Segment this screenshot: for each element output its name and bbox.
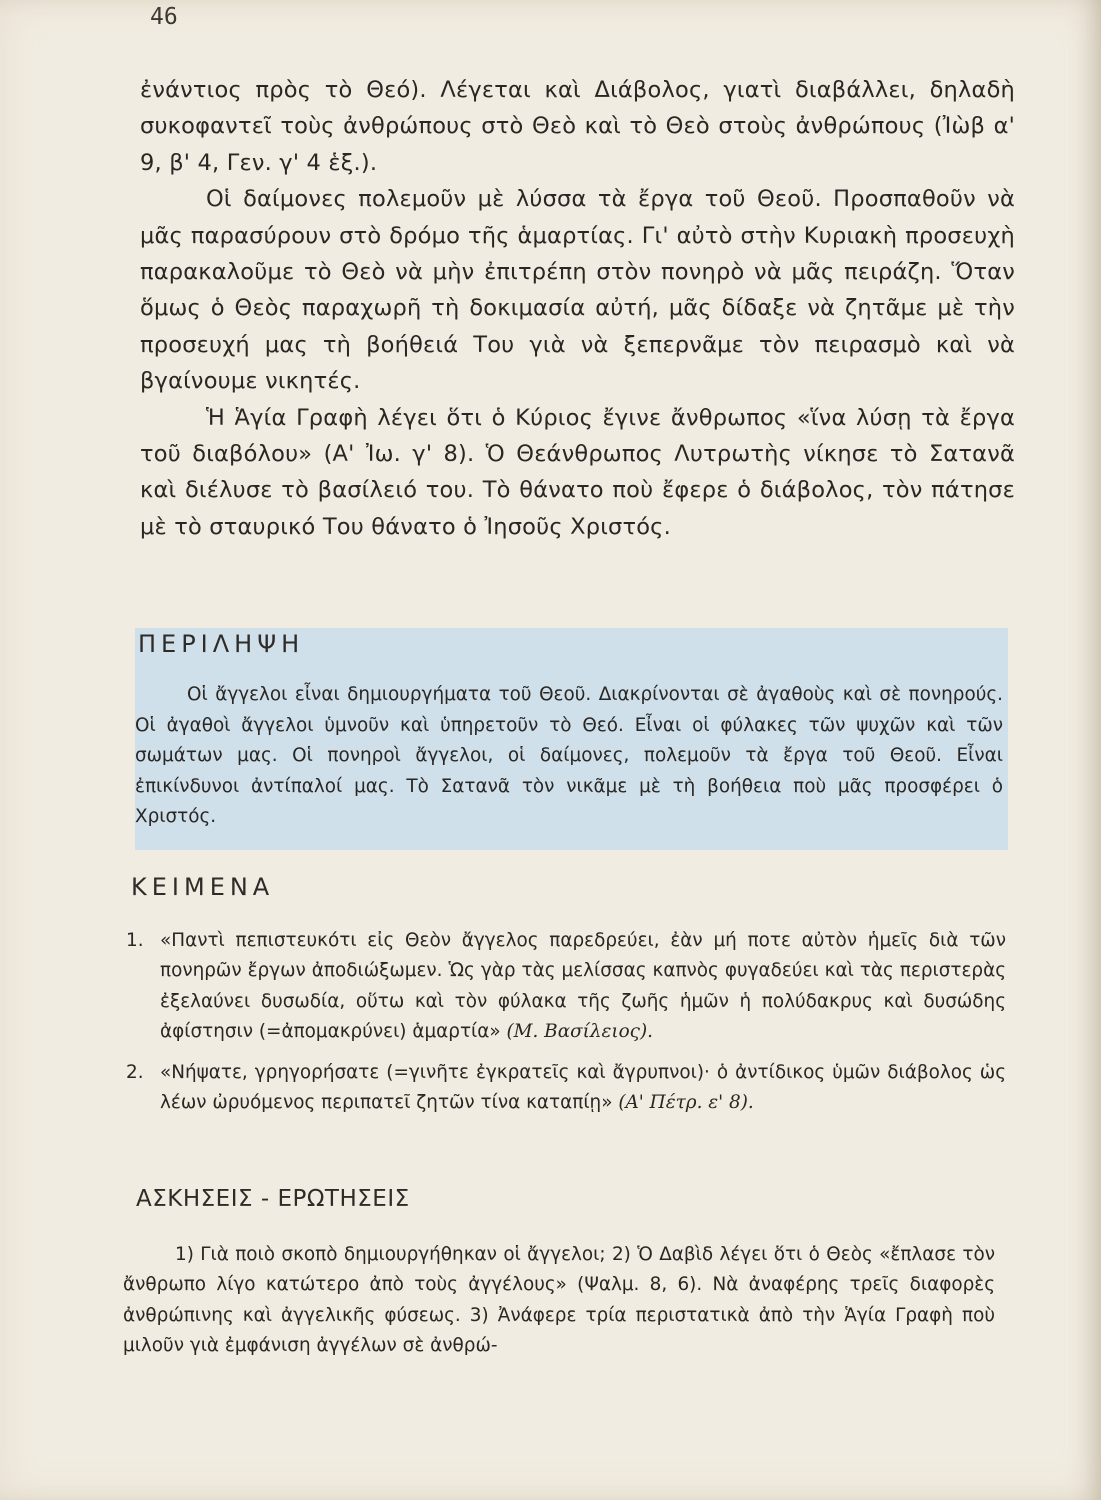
summary-heading: ΠΕΡΙΛΗΨΗ <box>138 630 305 658</box>
item-quote: «Νήψατε, γρηγορήσατε (=γινῆτε ἐγκρατεῖς καὶ ἄγρυπνοι)· ὁ ἀντίδικος ὑμῶν διάβολος ὡς λέων ὠρυόμενος περιπατεῖ ζητῶν τίνα καταπίῃ» <box>160 1061 1006 1114</box>
intro-text <box>140 72 1015 545</box>
page-number: 46 <box>150 4 178 30</box>
summary-text: Οἱ ἄγγελοι εἶναι δημιουργήματα τοῦ Θεοῦ. Διακρίνονται σὲ ἀγαθοὺς καὶ σὲ πονηρούς. Οἱ ἀγαθοὶ ἄγγελοι ὑμνοῦν καὶ ὑπηρετοῦν τὸ Θεό. Εἶναι οἱ φύλακες τῶν ψυχῶν καὶ τῶν σωμάτων μας. Οἱ πονηροὶ ἄγγελοι, οἱ δαίμονες, πολεμοῦν τὰ ἔργα τοῦ Θεοῦ. Εἶναι ἐπικίνδυνοι ἀντίπαλοί μας. Τὸ Σατανᾶ τὸν νικᾶμε μὲ τὴ βοήθεια ποὺ μᾶς προσφέρει ὁ Χριστός. <box>135 684 1003 828</box>
item-number: 2. <box>126 1061 144 1083</box>
list-item <box>126 1058 1006 1119</box>
exercises-text: 1) Γιὰ ποιὸ σκοπὸ δημιουργήθηκαν οἱ ἄγγελοι; 2) Ὁ Δαβὶδ λέγει ὅτι ὁ Θεὸς «ἔπλασε τὸν ἄνθρωπο λίγο κατώτερο ἀπὸ τοὺς ἀγγέλους» (Ψαλμ. 8, 6). Νὰ ἀναφέρης τρεῖς διαφορὲς ἀνθρώπινης καὶ ἀγγελικῆς φύσεως. 3) Ἀνάφερε τρία περιστατικὰ ἀπὸ τὴν Ἁγία Γραφὴ ποὺ μιλοῦν γιὰ ἐμφάνιση ἀγγέλων σὲ ἀνθρώ- <box>123 1244 995 1357</box>
intro-paragraph: Οἱ δαίμονες πολεμοῦν μὲ λύσσα τὰ ἔργα τοῦ Θεοῦ. Προσπαθοῦν νὰ μᾶς παρασύρουν στὸ δρόμο τῆς ἁμαρτίας. Γι' αὐτὸ στὴν Κυριακὴ προσευχὴ παρακαλοῦμε τὸ Θεὸ νὰ μὴν ἐπιτρέπη στὸν πονηρὸ νὰ μᾶς πειράζη. Ὅταν ὅμως ὁ Θεὸς παραχωρῆ τὴ δοκιμασία αὐτή, μᾶς δίδαξε νὰ ζητᾶμε μὲ τὴν προσευχή μας τὴ βοήθειά Του γιὰ νὰ ξεπερνᾶμε τὸν πειρασμὸ καὶ νὰ βγαίνουμε νικητές. <box>140 186 1015 395</box>
item-source: (Μ. Βασίλειος). <box>506 1021 654 1043</box>
item-number: 1. <box>126 930 144 951</box>
item-source: (Α' Πέτρ. ε' 8). <box>618 1092 754 1114</box>
texts-list <box>126 926 1006 1128</box>
item-quote: «Παντὶ πεπιστευκότι εἰς Θεὸν ἄγγελος παρεδρεύει, ἐὰν μή ποτε αὐτὸν ἡμεῖς διὰ τῶν πονηρῶν ἔργων ἀποδιώξωμεν. Ὡς γὰρ τὰς μελίσσας καπνὸς φυγαδεύει καὶ τὰς περιστερὰς ἐξελαύνει δυσωδία, οὕτω καὶ τὸν φύλακα τῆς ζωῆς ἡμῶν ἡ πολύδακρυς καὶ δυσώδης ἀφίστησιν (=ἀπομακρύνει) ἁμαρτία» <box>160 930 1006 1043</box>
intro-paragraph: Ἡ Ἁγία Γραφὴ λέγει ὅτι ὁ Κύριος ἔγινε ἄνθρωπος «ἵνα λύσῃ τὰ ἔργα τοῦ διαβόλου» (Α' Ἰω. γ' 8). Ὁ Θεάνθρωπος Λυτρωτὴς νίκησε τὸ Σατανᾶ καὶ διέλυσε τὸ βασίλειό του. Τὸ θάνατο ποὺ ἔφερε ὁ διάβολος, τὸν πάτησε μὲ τὸ σταυρικό Του θάνατο ὁ Ἰησοῦς Χριστός. <box>140 404 1015 540</box>
exercises-heading: ΑΣΚΗΣΕΙΣ - ΕΡΩΤΗΣΕΙΣ <box>136 1186 410 1212</box>
texts-heading: ΚΕΙΜΕΝΑ <box>131 873 275 901</box>
list-item <box>126 926 1006 1048</box>
intro-paragraph: ἐνάντιος πρὸς τὸ Θεό). Λέγεται καὶ Διάβολος, γιατὶ διαβάλλει, δηλαδὴ συκοφαντεῖ τοὺς ἀνθρώπους στὸ Θεὸ καὶ τὸ Θεὸ στοὺς ἀνθρώπους (Ἰὼβ α' 9, β' 4, Γεν. γ' 4 ἑξ.). <box>140 77 1015 176</box>
